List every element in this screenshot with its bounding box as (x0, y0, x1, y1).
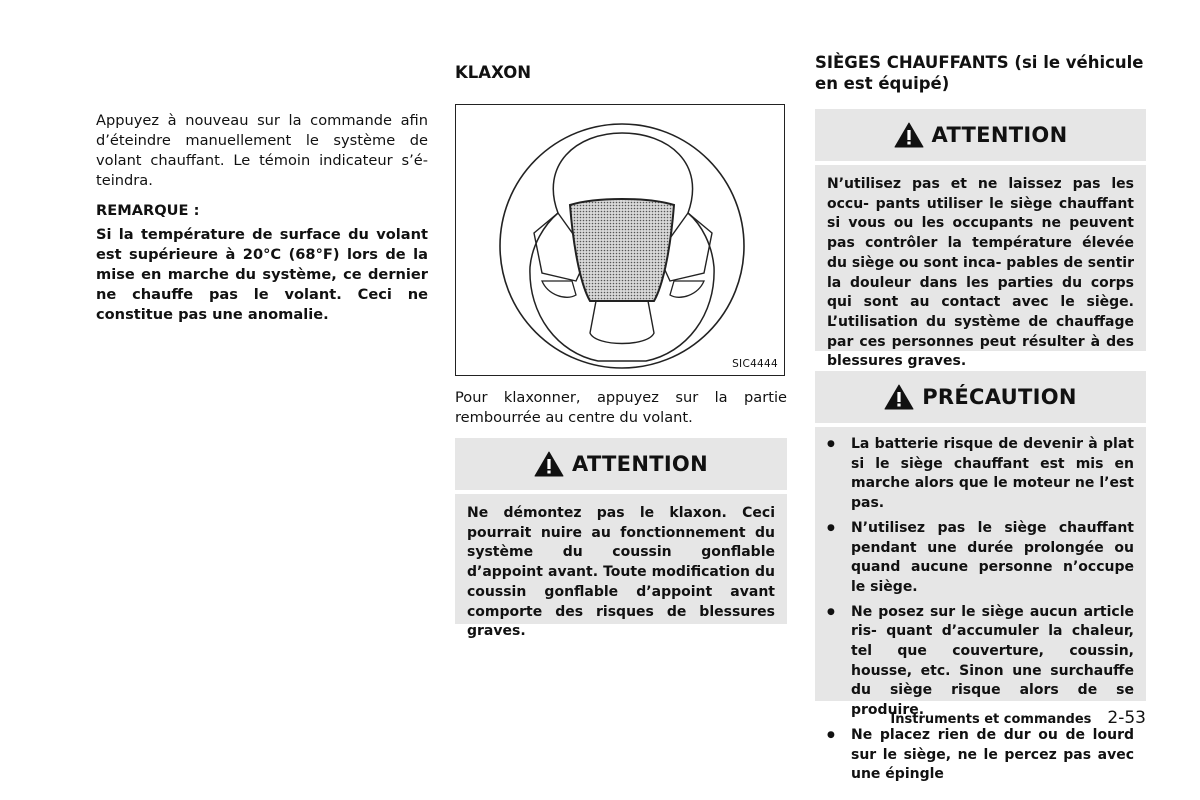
warning-title: ATTENTION (572, 452, 708, 476)
klaxon-heading: KLAXON (455, 63, 532, 82)
figure-code: SIC4444 (732, 358, 778, 370)
seat-warning-box (815, 109, 1146, 370)
warning-body (455, 494, 787, 652)
warning-body (815, 165, 1146, 382)
caution-header (815, 371, 1146, 427)
steering-wheel-illustration (456, 105, 786, 377)
caution-title: PRÉCAUTION (922, 385, 1077, 409)
warning-triangle-icon (884, 384, 914, 410)
warning-header (455, 438, 787, 494)
warning-text: Ne démontez pas le klaxon. Ceci pourrait nuire au fonctionnement du système du coussin gonflable d’appoint avant. Toute modification du coussin gonflable d’appoint avant comporte des risques de blessures graves. (467, 505, 775, 640)
caution-body (815, 427, 1146, 800)
warning-triangle-icon (894, 122, 924, 148)
page-footer (890, 708, 1146, 728)
caution-list (827, 435, 1134, 785)
remarque-label: REMARQUE : (96, 202, 200, 219)
warning-title: ATTENTION (931, 123, 1068, 147)
remarque-text: Si la température de surface du volant est supérieure à 20°C (68°F) lors de la mise en marche du système, ce dernier ne chauffe pas le volant. Ceci ne constitue pas une anomalie. (96, 226, 428, 323)
steering-wheel-figure (455, 104, 785, 376)
warning-header (815, 109, 1146, 165)
footer-section-title: Instruments et commandes (890, 712, 1092, 727)
list-item: ● Ne placez rien de dur ou de lourd sur le siège, ne le percez pas avec une épingle (827, 726, 1134, 785)
list-item: ● Ne posez sur le siège aucun article ris- quant d’accumuler la chaleur, tel que couverture, coussin, housse, etc. Sinon une surchauffe du siège risque alors de se produire. (827, 603, 1134, 721)
list-item: ● La batterie risque de devenir à plat si le siège chauffant est mis en marche alors que le moteur ne l’est pas. (827, 435, 1134, 514)
horn-caption: Pour klaxonner, appuyez sur la partie rembourrée au centre du volant. (455, 389, 787, 426)
horn-warning-box (455, 438, 787, 640)
warning-triangle-icon (534, 451, 564, 477)
heated-seats-heading: SIÈGES CHAUFFANTS (si le véhicule en est équipé) (815, 53, 1144, 93)
list-item: ● N’utilisez pas le siège chauffant pendant une durée prolongée ou quand aucune personne n’occupe le siège. (827, 519, 1134, 598)
warning-text: N’utilisez pas et ne laissez pas les occu- pants utiliser le siège chauffant si vous ou les occupants ne peuvent pas contrôler la température élevée du siège ou sont inca- pables de sentir la douleur dans les parties du corps qui sont au contact avec le siège. L’utilisation du système de chauffage par ces personnes peut résulter à des blessures graves. (827, 176, 1134, 370)
paragraph-heated-wheel-off: Appuyez à nouveau sur la commande afin d’éteindre manuellement le système de volant chauffant. Le témoin indicateur s’é- teindra. (96, 112, 428, 189)
page-number: 2-53 (1107, 708, 1146, 728)
